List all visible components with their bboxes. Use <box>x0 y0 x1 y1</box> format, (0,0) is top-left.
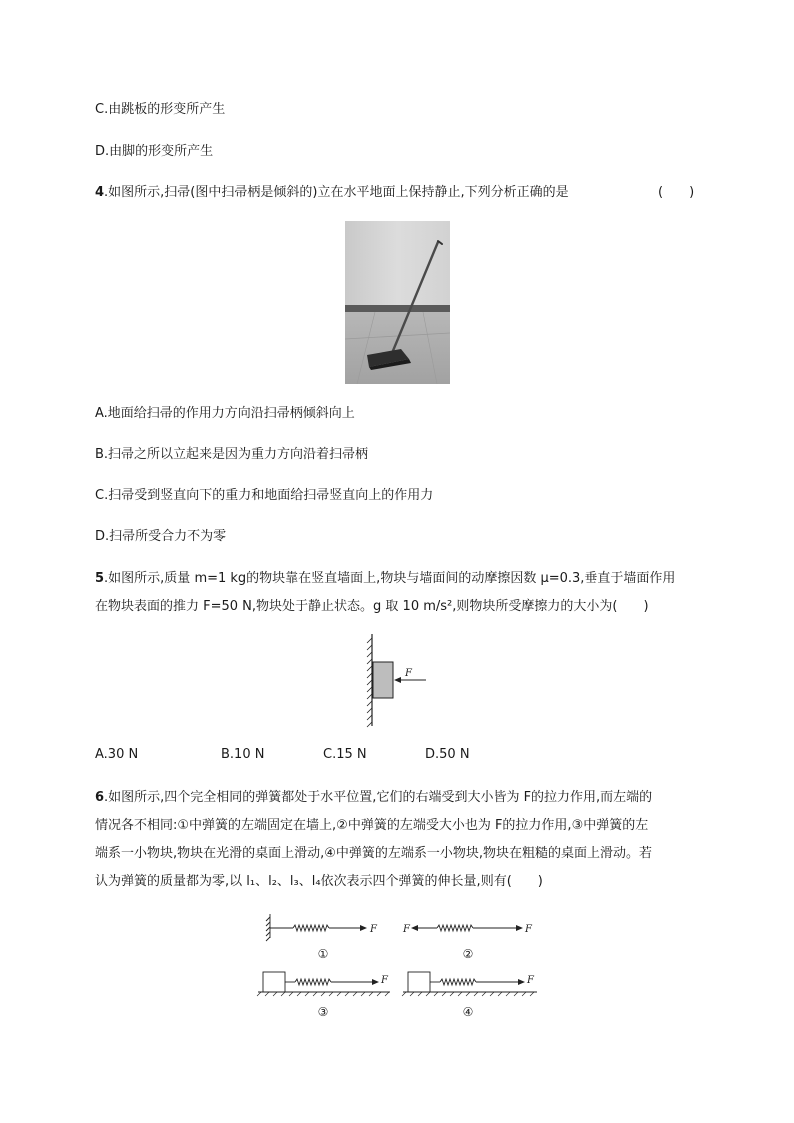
q4-option-c: C.扫帚受到竖直向下的重力和地面给扫帚竖直向上的作用力 <box>95 488 434 503</box>
q5-option-d: D.50 N <box>425 747 470 762</box>
q6-line-1-text: .如图所示,四个完全相同的弹簧都处于水平位置,它们的右端受到大小皆为 F的拉力作用,而左端的 <box>104 790 653 805</box>
spring1-force-label: F <box>370 924 377 935</box>
q5-line-1 <box>95 571 675 587</box>
q4-number: 4 <box>95 185 105 200</box>
q5-option-c: C.15 N <box>323 747 367 762</box>
q6-number: 6 <box>95 790 105 805</box>
wall-block-figure <box>360 632 440 728</box>
spring2-left-force-label: F <box>403 924 410 935</box>
figure-label-1: ① <box>317 947 329 961</box>
q5-line-1-text: .如图所示,质量 m=1 kg的物块靠在竖直墙面上,物块与墙面间的动摩擦因数 μ=0.3,垂直于墙面作用 <box>104 571 676 586</box>
figure-label-3: ③ <box>317 1005 329 1019</box>
springs-figure <box>255 908 545 1020</box>
force-label: F <box>405 668 412 679</box>
q6-line-1 <box>95 790 652 806</box>
q5-line-2: 在物块表面的推力 F=50 N,物块处于静止状态。g 取 10 m/s²,则物块所受摩擦力的大小为( ) <box>95 599 649 614</box>
q4-option-d: D.扫帚所受合力不为零 <box>95 529 227 544</box>
q6-line-2: 情况各不相同:①中弹簧的左端固定在墙上,②中弹簧的左端受大小也为 F的拉力作用,③中弹簧的左 <box>95 818 649 833</box>
q6-line-3: 端系一小物块,物块在光滑的桌面上滑动,④中弹簧的左端系一小物块,物块在粗糙的桌面上滑动。若 <box>95 846 653 861</box>
q4-stem <box>95 185 569 201</box>
q5-number: 5 <box>95 571 105 586</box>
broom-photo <box>345 221 450 384</box>
q4-option-b: B.扫帚之所以立起来是因为重力方向沿着扫帚柄 <box>95 447 369 462</box>
figure-label-2: ② <box>462 947 474 961</box>
q4-option-a: A.地面给扫帚的作用力方向沿扫帚柄倾斜向上 <box>95 406 355 421</box>
q4-answer-paren: ( ) <box>658 185 695 200</box>
q3-option-d: D.由脚的形变所产生 <box>95 144 214 159</box>
spring2-right-force-label: F <box>525 924 532 935</box>
spring4-force-label: F <box>527 975 534 986</box>
q4-stem-text: .如图所示,扫帚(图中扫帚柄是倾斜的)立在水平地面上保持静止,下列分析正确的是 <box>104 185 569 200</box>
q5-option-a: A.30 N <box>95 747 139 762</box>
figure-label-4: ④ <box>462 1005 474 1019</box>
q5-option-b: B.10 N <box>221 747 265 762</box>
q3-option-c: C.由跳板的形变所产生 <box>95 102 226 117</box>
q6-line-4: 认为弹簧的质量都为零,以 l₁、l₂、l₃、l₄依次表示四个弹簧的伸长量,则有( ) <box>95 874 543 889</box>
spring3-force-label: F <box>381 975 388 986</box>
